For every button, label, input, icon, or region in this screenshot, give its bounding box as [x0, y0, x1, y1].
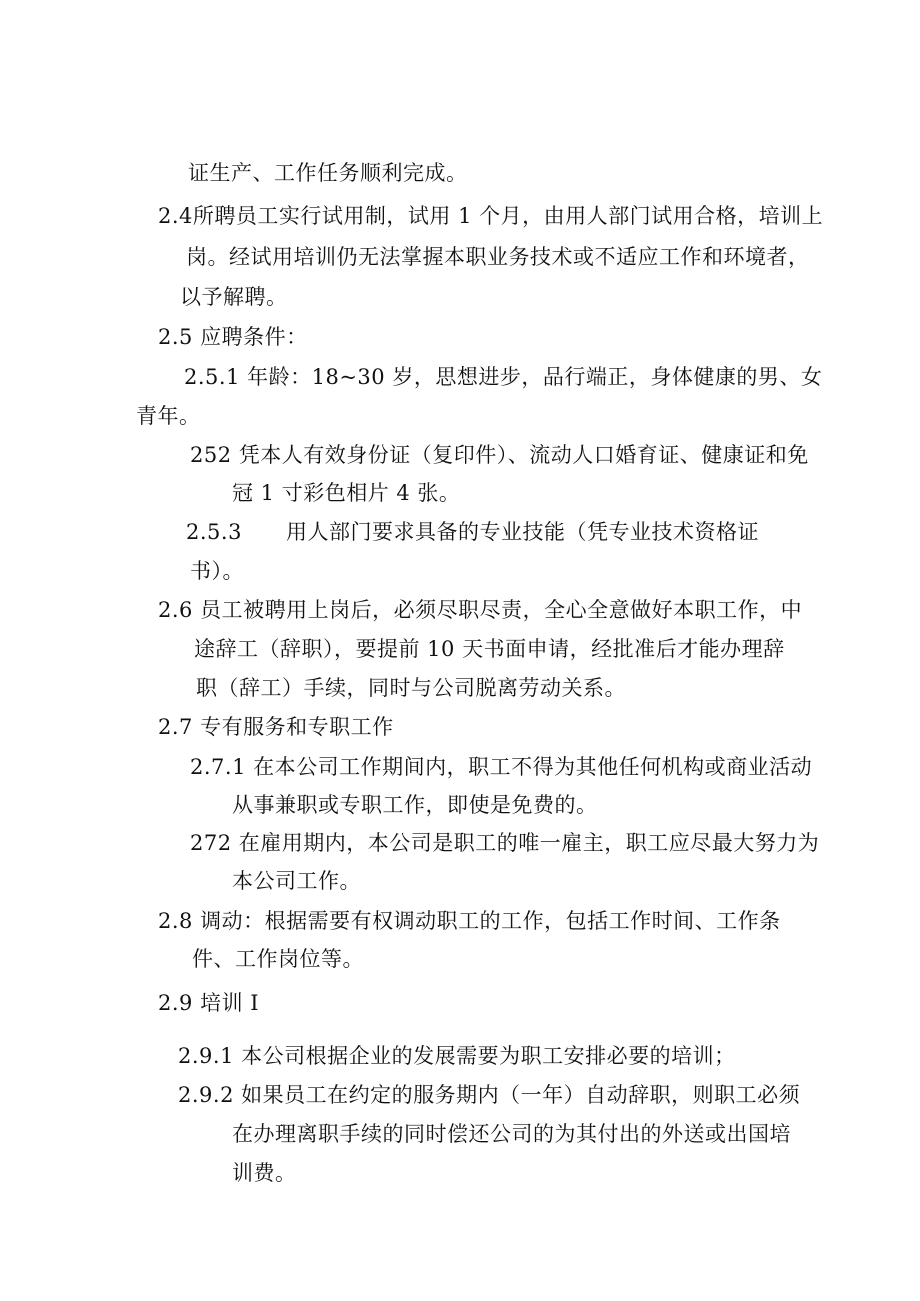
text-line: 在办理离职手续的同时偿还公司的为其付出的外送或出国培	[232, 1122, 791, 1146]
text-line: 2.9 培训 I	[158, 991, 260, 1015]
text-line: 以予解聘。	[180, 285, 288, 309]
text-line: 2.5.3	[186, 520, 242, 544]
text-line: 岗。经试用培训仍无法掌握本职业务技术或不适应工作和环境者，	[186, 245, 810, 269]
text-line: 2.9.1 本公司根据企业的发展需要为职工安排必要的培训；	[178, 1044, 736, 1068]
text-line: 2.6 员工被聘用上岗后，必须尽职尽责，全心全意做好本职工作，中	[158, 598, 803, 622]
text-line: 青年。	[136, 404, 201, 428]
text-line: 272 在雇用期内，本公司是职工的唯一雇主，职工应尽最大努力为	[190, 831, 820, 855]
text-line: 2.5 应聘条件：	[158, 325, 308, 349]
text-line: 证生产、工作任务顺利完成。	[188, 161, 468, 185]
text-line: 本公司工作。	[232, 869, 361, 893]
text-line: 2.4所聘员工实行试用制，试用 1 个月，由用人部门试用合格，培训上	[158, 204, 824, 228]
text-line: 2.9.2 如果员工在约定的服务期内（一年）自动辞职，则职工必须	[178, 1083, 801, 1107]
text-line: 2.7.1 在本公司工作期间内，职工不得为其他任何机构或商业活动	[190, 755, 813, 779]
text-line: 职（辞工）手续，同时与公司脱离劳动关系。	[196, 676, 626, 700]
text-line: 用人部门要求具备的专业技能（凭专业技术资格证	[286, 520, 759, 544]
text-line: 书）。	[190, 559, 244, 583]
text-line: 252 凭本人有效身份证（复印件）、流动人口婚育证、健康证和免	[190, 443, 809, 467]
text-line: 冠 1 寸彩色相片 4 张。	[232, 481, 461, 505]
text-line: 2.7 专有服务和专职工作	[158, 715, 394, 739]
text-line: 途辞工（辞职），要提前 10 天书面申请，经批准后才能办理辞	[194, 637, 785, 661]
text-line: 训费。	[232, 1161, 297, 1185]
text-line: 2.8 调动：根据需要有权调动职工的工作，包括工作时间、工作条	[158, 909, 781, 933]
text-line: 从事兼职或专职工作，即使是免费的。	[232, 793, 598, 817]
text-line: 2.5.1 年龄：18~30 岁，思想进步，品行端正，身体健康的男、女	[184, 365, 823, 389]
text-line: 件、工作岗位等。	[192, 947, 364, 971]
